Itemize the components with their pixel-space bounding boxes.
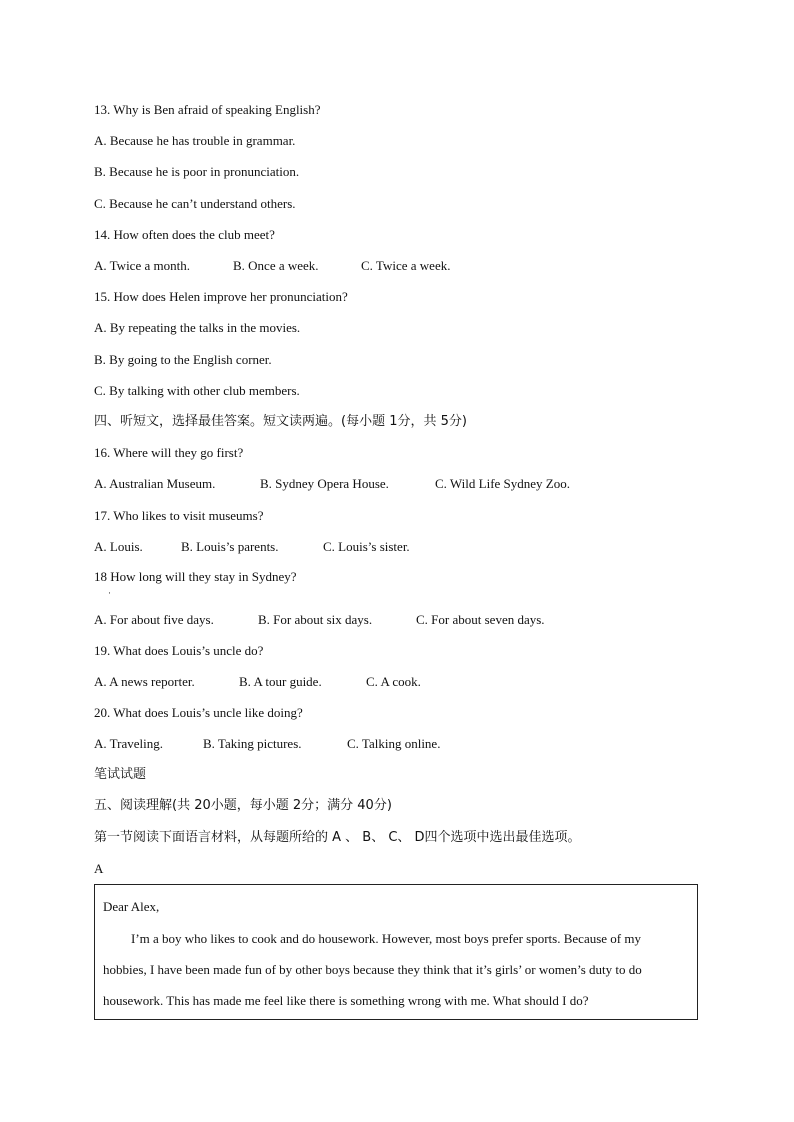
q15-option-c: C. By talking with other club members. [94,383,300,398]
q20-option-c: C. Talking online. [347,736,441,751]
q17-option-a: A. Louis. [94,539,143,554]
q13-option-c: C. Because he can’t understand others. [94,196,296,211]
q17-option-b: B. Louis’s parents. [181,539,279,554]
q18-option-a: A. For about five days. [94,612,214,627]
question-19: 19. What does Louis’s uncle do? [94,643,264,658]
q18-options [94,612,545,628]
q19-options [94,674,421,690]
q20-option-a: A. Traveling. [94,736,163,751]
question-18-dot: · [108,588,111,598]
question-17: 17. Who likes to visit museums? [94,508,264,523]
letter-greeting: Dear Alex, [103,899,160,914]
q14-options [94,258,450,274]
question-14: 14. How often does the club meet? [94,227,275,242]
q14-option-b: B. Once a week. [233,258,319,273]
question-20: 20. What does Louis’s uncle like doing? [94,705,303,720]
q14-option-c: C. Twice a week. [361,258,451,273]
letter-line-2: hobbies, I have been made fun of by other boys because they think that it’s girls’ or women’s duty to do [103,962,642,977]
written-test-title: 笔试试题 [94,767,147,782]
q15-option-a: A. By repeating the talks in the movies. [94,320,301,335]
section-4-heading: 四、听短文，选择最佳答案。短文读两遍。(每小题 1分，共 5分) [94,414,467,429]
q19-option-a: A. A news reporter. [94,674,195,689]
q16-option-b: B. Sydney Opera House. [260,476,389,491]
q20-option-b: B. Taking pictures. [203,736,302,751]
q16-option-c: C. Wild Life Sydney Zoo. [435,476,571,491]
q14-option-a: A. Twice a month. [94,258,190,273]
passage-label: A [94,861,104,876]
q19-option-b: B. A tour guide. [239,674,322,689]
letter-line-1: I’m a boy who likes to cook and do housework. However, most boys prefer sports. Because of my [131,931,641,946]
q15-option-b: B. By going to the English corner. [94,352,272,367]
section-5-heading: 五、阅读理解(共 20小题，每小题 2分；满分 40分) [94,798,392,813]
question-13: 13. Why is Ben afraid of speaking English? [94,102,321,117]
q18-option-c: C. For about seven days. [416,612,545,627]
q18-option-b: B. For about six days. [258,612,373,627]
q17-option-c: C. Louis’s sister. [323,539,410,554]
q19-option-c: C. A cook. [366,674,421,689]
question-18: 18 How long will they stay in Sydney? [94,569,297,584]
question-16: 16. Where will they go first? [94,445,244,460]
q20-options [94,736,440,752]
q13-option-b: B. Because he is poor in pronunciation. [94,164,300,179]
letter-box [94,884,698,1020]
q16-option-a: A. Australian Museum. [94,476,216,491]
q17-options [94,539,410,555]
q16-options [94,476,570,492]
q13-option-a: A. Because he has trouble in grammar. [94,133,296,148]
question-15: 15. How does Helen improve her pronunciation? [94,289,348,304]
letter-line-3: housework. This has made me feel like there is something wrong with me. What should I do? [103,993,589,1008]
section-5-instruction: 第一节阅读下面语言材料，从每题所给的 A 、 B、 C、 D四个选项中选出最佳选项。 [94,830,581,845]
